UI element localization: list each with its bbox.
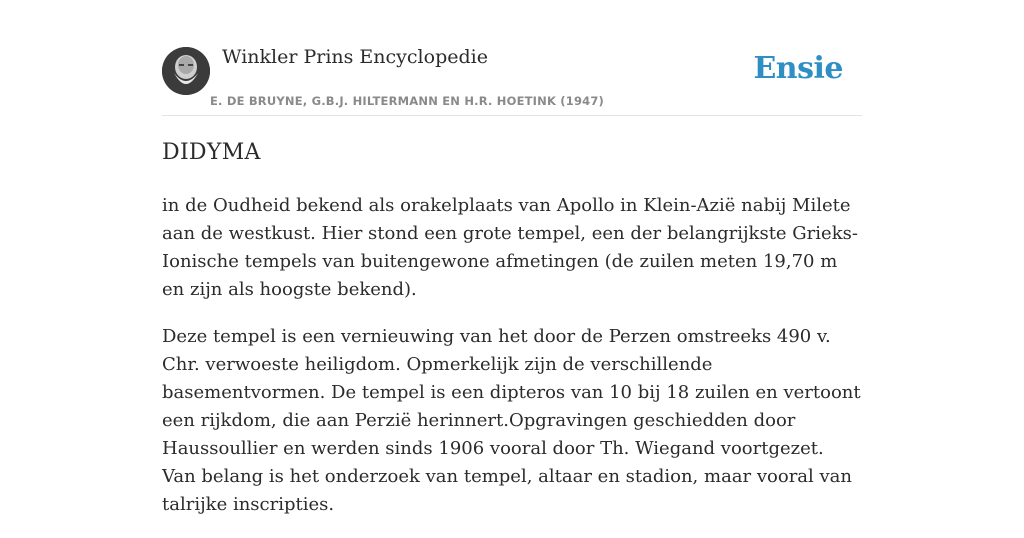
ensie-logo[interactable]: Ensie	[753, 51, 843, 86]
encyclopedia-title[interactable]: Winkler Prins Encyclopedie	[222, 46, 488, 68]
entry-paragraph: Deze tempel is een vernieuwing van het door de Perzen omstreeks 490 v. Chr. verwoeste heiligdom. Opmerkelijk zijn de verschillende basementvormen. De tempel is een dipteros van 10 bij 18 zuilen en vertoont een rijkdom, die aan Perzië herinnert.Opgravingen geschiedden door Haussoullier en werden sinds 1906 vooral door Th. Wiegand voortgezet. Van belang is het onderzoek van tempel, altaar en stadion, maar vooral van talrijke inscripties.	[162, 326, 861, 515]
entry-paragraph: in de Oudheid bekend als orakelplaats van Apollo in Klein-Azië nabij Milete aan de westkust. Hier stond een grote tempel, een der belangrijkste Grieks-Ionische tempels van buitengewone afmetingen (de zuilen meten 19,70 m en zijn als hoogste bekend).	[162, 195, 858, 300]
entry-body	[162, 192, 862, 538]
article-header	[162, 0, 862, 116]
entry-title: DIDYMA	[162, 140, 261, 165]
article-page	[162, 0, 862, 515]
portrait-icon	[162, 47, 210, 95]
authors-line: E. DE BRUYNE, G.B.J. HILTERMANN EN H.R. HOETINK (1947)	[210, 94, 605, 108]
author-avatar[interactable]	[162, 47, 210, 95]
